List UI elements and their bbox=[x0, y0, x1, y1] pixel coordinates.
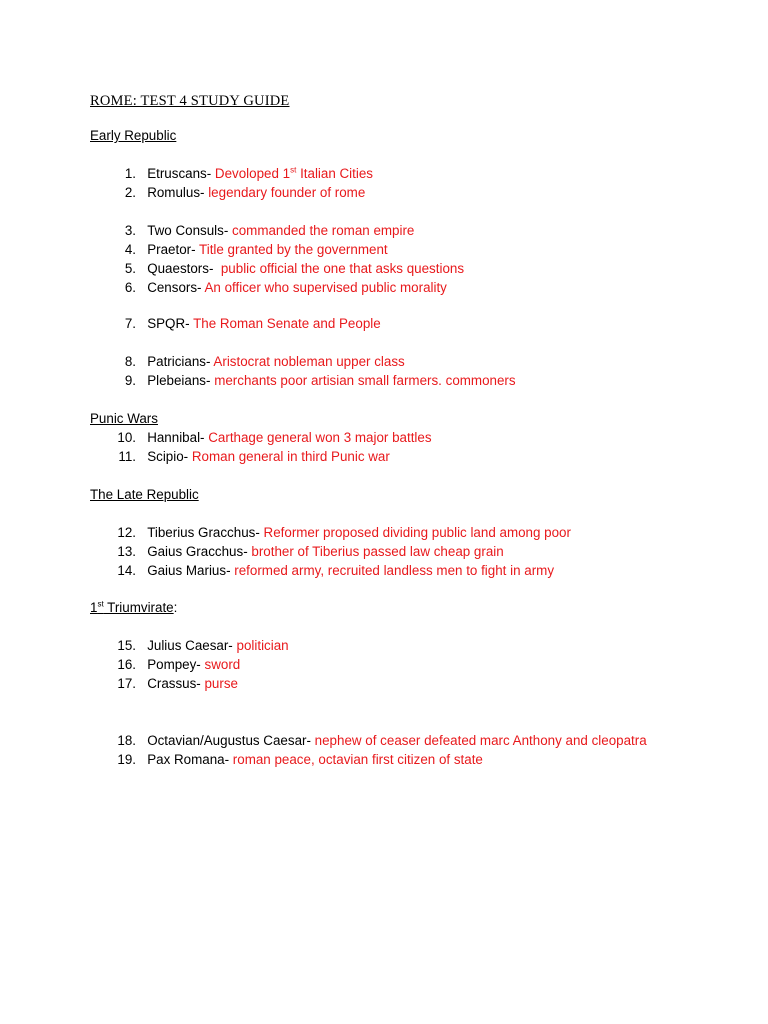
item-term-text: Pompey- bbox=[147, 657, 201, 672]
item-definition: roman peace, octavian first citizen of state bbox=[229, 752, 483, 767]
item-number: 12. bbox=[117, 525, 136, 540]
heading-number: 1 bbox=[90, 600, 98, 615]
item-term-text: Plebeians- bbox=[147, 373, 211, 388]
item-number: 16. bbox=[117, 657, 136, 672]
item-term-text: Gaius Gracchus- bbox=[147, 544, 248, 559]
list-item bbox=[112, 563, 554, 582]
item-definition bbox=[211, 166, 373, 181]
item-definition: reformed army, recruited landless men to fight in army bbox=[230, 563, 555, 578]
item-term-text: Praetor- bbox=[147, 242, 196, 257]
item-term bbox=[140, 657, 201, 672]
item-number: 2. bbox=[124, 185, 136, 200]
item-definition: An officer who supervised public morality bbox=[201, 280, 447, 295]
item-definition: The Roman Senate and People bbox=[189, 316, 381, 331]
item-term bbox=[140, 733, 311, 748]
list-item bbox=[112, 752, 483, 771]
section-heading-early-republic: Early Republic bbox=[90, 128, 177, 143]
list-item bbox=[112, 166, 373, 185]
item-term bbox=[140, 261, 214, 276]
item-term-text: Julius Caesar- bbox=[147, 638, 233, 653]
item-number: 17. bbox=[117, 676, 136, 691]
item-definition: legendary founder of rome bbox=[204, 185, 366, 200]
section-heading-triumvirate bbox=[90, 600, 177, 615]
item-definition: sword bbox=[200, 657, 241, 672]
item-term bbox=[140, 638, 233, 653]
list-item bbox=[112, 354, 405, 373]
item-number: 5. bbox=[124, 261, 136, 276]
item-definition: nephew of ceaser defeated marc Anthony and cleopatra bbox=[310, 733, 647, 748]
item-number: 8. bbox=[124, 354, 136, 369]
item-term bbox=[140, 185, 205, 200]
item-term-text: Octavian/Augustus Caesar- bbox=[147, 733, 311, 748]
item-definition: Carthage general won 3 major battles bbox=[204, 430, 432, 445]
item-number: 4. bbox=[124, 242, 136, 257]
item-term bbox=[140, 752, 229, 767]
list-item bbox=[112, 261, 464, 280]
list-item bbox=[112, 525, 571, 544]
item-term bbox=[140, 563, 231, 578]
item-term-text: Tiberius Gracchus- bbox=[147, 525, 260, 540]
item-number: 1. bbox=[124, 166, 136, 181]
item-definition-text-rest: Italian Cities bbox=[296, 166, 373, 181]
item-definition: Aristocrat nobleman upper class bbox=[210, 354, 405, 369]
item-number: 14. bbox=[117, 563, 136, 578]
item-definition: brother of Tiberius passed law cheap grain bbox=[247, 544, 504, 559]
list-item bbox=[112, 733, 647, 752]
list-item bbox=[112, 316, 381, 335]
item-term bbox=[140, 354, 211, 369]
list-item bbox=[112, 449, 390, 468]
list-item bbox=[112, 373, 516, 392]
item-definition-sup: st bbox=[290, 165, 297, 175]
item-number: 10. bbox=[117, 430, 136, 445]
item-term bbox=[140, 449, 188, 464]
item-term-text: Pax Romana- bbox=[147, 752, 230, 767]
item-definition: merchants poor artisian small farmers. commoners bbox=[210, 373, 516, 388]
item-definition: Reformer proposed dividing public land among poor bbox=[259, 525, 571, 540]
item-term-text: Quaestors- bbox=[147, 261, 214, 276]
item-definition: public official the one that asks questions bbox=[213, 261, 465, 276]
list-item bbox=[112, 544, 504, 563]
list-item bbox=[112, 280, 447, 299]
heading-text: Triumvirate bbox=[103, 600, 174, 615]
section-heading-punic-wars: Punic Wars bbox=[90, 411, 158, 426]
item-term bbox=[140, 280, 202, 295]
item-term-text: SPQR- bbox=[147, 316, 190, 331]
list-item bbox=[112, 242, 388, 261]
section-heading-late-republic: The Late Republic bbox=[90, 487, 199, 502]
list-item bbox=[112, 638, 289, 657]
item-term-text: Hannibal- bbox=[147, 430, 205, 445]
item-definition: purse bbox=[200, 676, 238, 691]
item-term-text: Two Consuls- bbox=[147, 223, 229, 238]
item-definition: politician bbox=[232, 638, 289, 653]
item-term bbox=[140, 525, 260, 540]
item-definition-text: Devoloped 1 bbox=[211, 166, 291, 181]
item-term bbox=[140, 676, 201, 691]
item-term bbox=[140, 544, 248, 559]
item-number: 11. bbox=[118, 449, 136, 464]
document-title: ROME: TEST 4 STUDY GUIDE bbox=[90, 93, 290, 109]
item-term-text: Patricians- bbox=[147, 354, 211, 369]
item-term bbox=[140, 430, 205, 445]
list-item bbox=[112, 223, 414, 242]
item-definition: Title granted by the government bbox=[195, 242, 388, 257]
item-definition: commanded the roman empire bbox=[228, 223, 415, 238]
item-definition: Roman general in third Punic war bbox=[188, 449, 390, 464]
list-item bbox=[112, 185, 365, 204]
item-number: 6. bbox=[124, 280, 136, 295]
list-item bbox=[112, 676, 238, 695]
list-item bbox=[112, 430, 432, 449]
item-number: 18. bbox=[117, 733, 136, 748]
item-term-text: Romulus- bbox=[147, 185, 205, 200]
item-term bbox=[140, 316, 190, 331]
item-term-text: Scipio- bbox=[147, 449, 189, 464]
heading-ordinal-sup: st bbox=[97, 599, 104, 609]
item-term-text: Gaius Marius- bbox=[147, 563, 231, 578]
item-term bbox=[140, 166, 211, 181]
item-number: 9. bbox=[124, 373, 136, 388]
heading-colon: : bbox=[173, 600, 178, 615]
item-term-text: Etruscans- bbox=[147, 166, 212, 181]
item-number: 7. bbox=[124, 316, 136, 331]
item-term-text: Censors- bbox=[147, 280, 202, 295]
item-number: 15. bbox=[117, 638, 136, 653]
item-term bbox=[140, 373, 211, 388]
item-term bbox=[140, 223, 229, 238]
list-item bbox=[112, 657, 240, 676]
item-number: 19. bbox=[117, 752, 136, 767]
item-number: 3. bbox=[124, 223, 136, 238]
item-number: 13. bbox=[117, 544, 136, 559]
item-term bbox=[140, 242, 196, 257]
item-term-text: Crassus- bbox=[147, 676, 201, 691]
